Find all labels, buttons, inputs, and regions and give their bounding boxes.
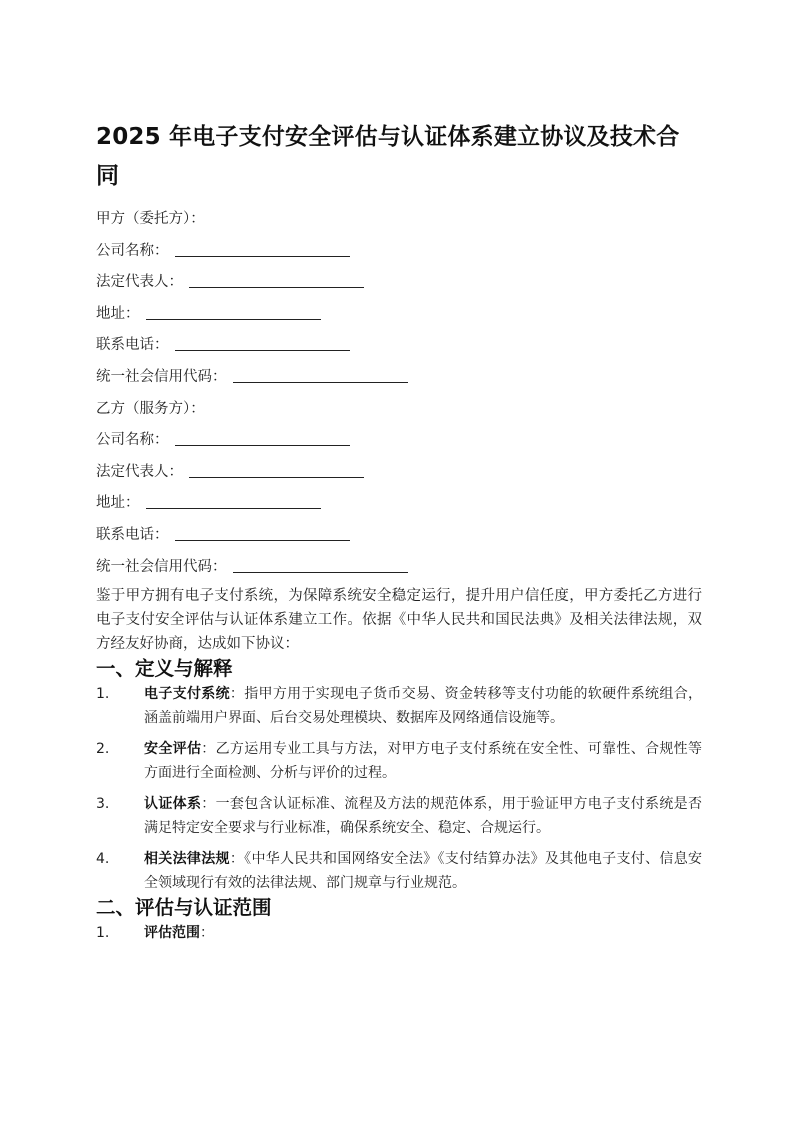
party-a-legal-rep-field xyxy=(96,267,702,299)
legal-rep-blank[interactable] xyxy=(189,463,364,478)
item-number: 1. xyxy=(96,925,110,942)
item-text: ：一套包含认证标准、流程及方法的规范体系，用于验证甲方电子支付系统是否满足特定安全要求与行业标准，确保系统安全、稳定、合规运行。 xyxy=(144,796,703,837)
field-label: 地址： xyxy=(96,305,140,322)
section-title-definitions: 一、定义与解释 xyxy=(96,657,233,681)
field-label: 联系电话： xyxy=(96,337,169,354)
scope-list xyxy=(96,921,702,945)
party-b-phone-field xyxy=(96,520,702,552)
party-b-credit-code-field xyxy=(96,552,702,584)
item-number: 2. xyxy=(96,741,110,758)
item-number: 3. xyxy=(96,796,110,813)
item-term: 相关法律法规 xyxy=(144,851,230,868)
address-blank[interactable] xyxy=(146,305,321,320)
list-item xyxy=(96,847,702,895)
legal-rep-blank[interactable] xyxy=(189,273,364,288)
party-b-address-field xyxy=(96,488,702,520)
item-term: 安全评估 xyxy=(144,741,202,758)
field-label: 联系电话： xyxy=(96,526,169,543)
party-a-phone-field xyxy=(96,330,702,362)
phone-blank[interactable] xyxy=(175,336,350,351)
item-term: 认证体系 xyxy=(144,796,202,813)
field-label: 法定代表人： xyxy=(96,463,183,480)
item-text: ：指甲方用于实现电子货币交易、资金转移等支付功能的软硬件系统组合，涵盖前端用户界面、后台交易处理模块、数据库及网络通信设施等。 xyxy=(144,686,703,727)
party-a-heading: 甲方（委托方）： xyxy=(96,211,205,227)
field-label: 统一社会信用代码： xyxy=(96,558,227,575)
contract-page xyxy=(96,118,702,945)
address-blank[interactable] xyxy=(146,494,321,509)
definitions-list xyxy=(96,682,702,895)
party-b-legal-rep-field xyxy=(96,457,702,489)
credit-code-blank[interactable] xyxy=(233,558,408,573)
party-b-company-name-field xyxy=(96,425,702,457)
item-number: 1. xyxy=(96,686,110,703)
field-label: 法定代表人： xyxy=(96,274,183,291)
field-label: 统一社会信用代码： xyxy=(96,368,227,385)
section-title-scope: 二、评估与认证范围 xyxy=(96,896,272,920)
list-item xyxy=(96,921,702,945)
party-a-address-field xyxy=(96,299,702,331)
item-term: 评估范围 xyxy=(144,925,200,942)
company-name-blank[interactable] xyxy=(175,242,350,257)
item-number: 4. xyxy=(96,851,110,868)
field-label: 公司名称： xyxy=(96,242,169,259)
party-a-credit-code-field xyxy=(96,362,702,394)
document-title: 2025 年电子支付安全评估与认证体系建立协议及技术合同 xyxy=(96,124,680,189)
field-label: 地址： xyxy=(96,495,140,512)
party-b-block xyxy=(96,394,702,584)
party-b-heading: 乙方（服务方）： xyxy=(96,400,205,417)
credit-code-blank[interactable] xyxy=(233,368,408,383)
list-item xyxy=(96,737,702,785)
intro-paragraph: 鉴于甲方拥有电子支付系统，为保障系统安全稳定运行，提升用户信任度，甲方委托乙方进行电子支付安全评估与认证体系建立工作。依据《中华人民共和国民法典》及相关法律法规，双方经友好协商，达成如下协议： xyxy=(96,588,702,653)
phone-blank[interactable] xyxy=(175,526,350,541)
list-item xyxy=(96,792,702,840)
company-name-blank[interactable] xyxy=(175,431,350,446)
item-text: ：乙方运用专业工具与方法，对甲方电子支付系统在安全性、可靠性、合规性等方面进行全面检测、分析与评价的过程。 xyxy=(144,741,703,782)
field-label: 公司名称： xyxy=(96,432,169,449)
party-a-block xyxy=(96,204,702,394)
item-text: ：《中华人民共和国网络安全法》《支付结算办法》及其他电子支付、信息安全领域现行有效的法律法规、部门规章与行业规范。 xyxy=(144,851,703,892)
item-text: ： xyxy=(200,925,214,942)
item-term: 电子支付系统 xyxy=(144,686,230,703)
list-item xyxy=(96,682,702,730)
party-a-company-name-field xyxy=(96,236,702,268)
